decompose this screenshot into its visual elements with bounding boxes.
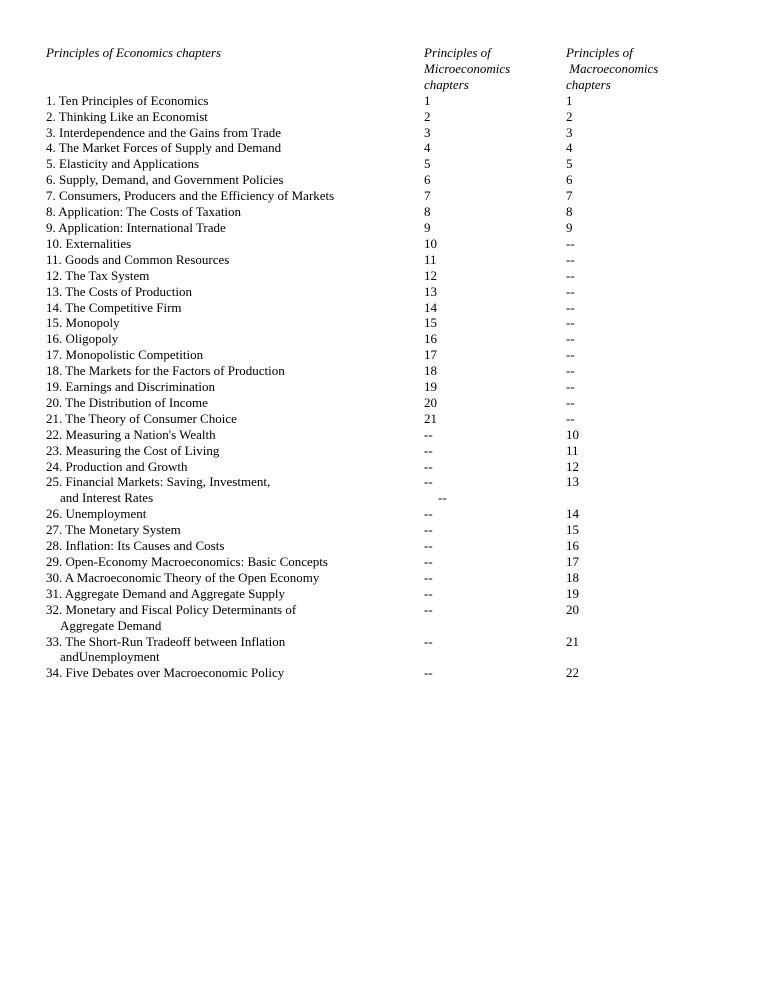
macro-cell: -- bbox=[566, 267, 575, 283]
table-row bbox=[46, 188, 758, 204]
table-row bbox=[46, 347, 758, 363]
micro-cell: -- bbox=[424, 474, 433, 490]
chapter-cell: 34. Five Debates over Macroeconomic Policy bbox=[46, 665, 285, 681]
macro-cell: 11 bbox=[566, 442, 579, 458]
micro-cell: 13 bbox=[424, 283, 437, 299]
table-row bbox=[46, 538, 758, 554]
macro-cell: -- bbox=[566, 235, 575, 251]
micro-cell: -- bbox=[424, 585, 433, 601]
macro-cell: 16 bbox=[566, 538, 579, 554]
chapter-cell: 8. Application: The Costs of Taxation bbox=[46, 204, 242, 220]
micro-cell: 1 bbox=[424, 92, 431, 108]
table-row bbox=[46, 634, 758, 650]
chapter-cell: 4. The Market Forces of Supply and Demand bbox=[46, 140, 282, 156]
chapter-cell: 31. Aggregate Demand and Aggregate Supply bbox=[46, 585, 285, 601]
chapter-cell: 24. Production and Growth bbox=[46, 458, 188, 474]
table-row bbox=[46, 570, 758, 586]
micro-cell: 2 bbox=[424, 108, 431, 124]
chapter-cell: 18. The Markets for the Factors of Production bbox=[46, 363, 285, 379]
table-row bbox=[46, 140, 758, 156]
macro-cell: -- bbox=[566, 251, 575, 267]
macro-cell: 8 bbox=[566, 204, 573, 220]
macro-cell: 2 bbox=[566, 108, 573, 124]
table-row bbox=[46, 474, 758, 490]
micro-cell: 19 bbox=[424, 379, 437, 395]
macro-cell: -- bbox=[566, 410, 575, 426]
chapter-cell: 16. Oligopoly bbox=[46, 331, 119, 347]
chapter-cell: 20. The Distribution of Income bbox=[46, 394, 208, 410]
micro-cell: 6 bbox=[424, 172, 431, 188]
micro-cell: 9 bbox=[424, 219, 431, 235]
table-row bbox=[46, 172, 758, 188]
chapter-cell: 12. The Tax System bbox=[46, 267, 150, 283]
chapter-cell: 19. Earnings and Discrimination bbox=[46, 379, 215, 395]
table-row bbox=[46, 554, 758, 570]
table-row bbox=[46, 506, 758, 522]
macro-cell: 7 bbox=[566, 188, 573, 204]
chapter-cell: 30. A Macroeconomic Theory of the Open Economy bbox=[46, 569, 320, 585]
table-row bbox=[46, 268, 758, 284]
macro-cell: -- bbox=[566, 299, 575, 315]
micro-cell: 5 bbox=[424, 156, 431, 172]
chapter-cell: 28. Inflation: Its Causes and Costs bbox=[46, 538, 225, 554]
column-header-microeconomics bbox=[424, 45, 566, 93]
macro-cell: -- bbox=[566, 315, 575, 331]
chapter-cell: 9. Application: International Trade bbox=[46, 219, 226, 235]
micro-cell: -- bbox=[424, 569, 433, 585]
table-row bbox=[46, 665, 758, 681]
macro-cell: 6 bbox=[566, 172, 573, 188]
micro-cell: 12 bbox=[424, 267, 437, 283]
macro-cell: 12 bbox=[566, 458, 579, 474]
table-row bbox=[46, 443, 758, 459]
table-row bbox=[46, 284, 758, 300]
micro-cell: 11 bbox=[424, 251, 437, 267]
macro-cell: -- bbox=[566, 394, 575, 410]
table-row bbox=[46, 395, 758, 411]
chapter-cell: 6. Supply, Demand, and Government Policies bbox=[46, 172, 284, 188]
micro-cell: 10 bbox=[424, 235, 437, 251]
column-header-macroeconomics bbox=[566, 45, 758, 93]
column-header-macro-line1: Principles of bbox=[566, 45, 633, 60]
macro-cell: -- bbox=[566, 363, 575, 379]
micro-cell: -- bbox=[424, 633, 433, 649]
table-body bbox=[46, 93, 758, 682]
chapter-cell: 27. The Monetary System bbox=[46, 522, 181, 538]
macro-cell: 3 bbox=[566, 124, 573, 140]
macro-cell: 18 bbox=[566, 569, 579, 585]
micro-cell: 18 bbox=[424, 363, 437, 379]
chapter-cell: 22. Measuring a Nation's Wealth bbox=[46, 426, 216, 442]
micro-cell: -- bbox=[424, 554, 433, 569]
micro-cell: 16 bbox=[424, 331, 437, 347]
table-row bbox=[46, 220, 758, 236]
chapter-cell: 25. Financial Markets: Saving, Investment, bbox=[46, 474, 271, 490]
column-header-micro-line3: chapters bbox=[424, 76, 469, 92]
macro-cell: 13 bbox=[566, 474, 579, 490]
macro-cell: 19 bbox=[566, 585, 579, 601]
micro-cell: 3 bbox=[424, 124, 431, 140]
macro-cell: 4 bbox=[566, 140, 573, 156]
table-row bbox=[46, 300, 758, 316]
micro-cell: -- bbox=[424, 665, 433, 681]
chapter-cell: andUnemployment bbox=[60, 649, 160, 665]
micro-cell: 4 bbox=[424, 140, 431, 156]
chapter-cell: Aggregate Demand bbox=[60, 617, 162, 633]
macro-cell: 15 bbox=[566, 522, 579, 538]
table-row bbox=[46, 252, 758, 268]
micro-cell: 17 bbox=[424, 347, 437, 363]
table-row bbox=[46, 125, 758, 141]
chapter-cell: 14. The Competitive Firm bbox=[46, 299, 182, 315]
table-row bbox=[46, 459, 758, 475]
macro-cell: 5 bbox=[566, 156, 573, 172]
table-row bbox=[46, 315, 758, 331]
chapter-cell: 1. Ten Principles of Economics bbox=[46, 92, 209, 108]
chapter-cell: 5. Elasticity and Applications bbox=[46, 156, 200, 172]
micro-cell: 20 bbox=[424, 394, 437, 410]
micro-cell: -- bbox=[424, 538, 433, 554]
macro-cell: 1 bbox=[566, 92, 573, 108]
macro-cell: 21 bbox=[566, 633, 579, 649]
micro-cell: -- bbox=[438, 490, 447, 506]
macro-cell: -- bbox=[566, 331, 575, 347]
micro-cell: 8 bbox=[424, 204, 431, 220]
table-row bbox=[46, 522, 758, 538]
table-row bbox=[46, 618, 758, 634]
chapter-cell: 13. The Costs of Production bbox=[46, 283, 193, 299]
micro-cell: -- bbox=[424, 601, 433, 617]
table-row bbox=[46, 363, 758, 379]
chapter-cell: 26. Unemployment bbox=[46, 506, 147, 522]
macro-cell: 22 bbox=[566, 665, 579, 681]
micro-cell: -- bbox=[424, 522, 433, 538]
macro-cell: 9 bbox=[566, 219, 573, 235]
chapter-cell: 21. The Theory of Consumer Choice bbox=[46, 410, 237, 426]
table-row bbox=[46, 331, 758, 347]
column-header-economics: Principles of Economics chapters bbox=[46, 45, 222, 60]
table-header-row bbox=[46, 45, 758, 93]
chapter-cell: 3. Interdependence and the Gains from Trade bbox=[46, 124, 282, 140]
table-row bbox=[46, 427, 758, 443]
chapter-cell: 15. Monopoly bbox=[46, 315, 120, 331]
micro-cell: 21 bbox=[424, 410, 437, 426]
chapter-mapping-table bbox=[46, 45, 758, 681]
column-header-micro-line2: Microeconomics bbox=[424, 60, 511, 76]
macro-cell: -- bbox=[566, 283, 575, 299]
macro-cell: 10 bbox=[566, 426, 579, 442]
chapter-cell: 17. Monopolistic Competition bbox=[46, 347, 204, 363]
table-row bbox=[46, 411, 758, 427]
macro-cell: -- bbox=[566, 347, 575, 363]
column-header-micro-line1: Principles of bbox=[424, 45, 491, 60]
micro-cell: -- bbox=[424, 442, 433, 458]
column-header-macro-line2: Macroeconomics bbox=[566, 60, 659, 76]
chapter-cell: 11. Goods and Common Resources bbox=[46, 251, 230, 267]
chapter-cell: 29. Open-Economy Macroeconomics: Basic Concepts bbox=[46, 554, 328, 569]
chapter-cell: 23. Measuring the Cost of Living bbox=[46, 442, 220, 458]
table-row bbox=[46, 379, 758, 395]
table-row bbox=[46, 490, 758, 506]
table-row bbox=[46, 156, 758, 172]
table-row bbox=[46, 602, 758, 618]
table-row bbox=[46, 649, 758, 665]
micro-cell: 7 bbox=[424, 188, 431, 204]
chapter-cell: 10. Externalities bbox=[46, 235, 132, 251]
chapter-cell: 33. The Short-Run Tradeoff between Inflation bbox=[46, 633, 286, 649]
chapter-cell: 7. Consumers, Producers and the Efficiency of Markets bbox=[46, 188, 335, 204]
column-header-macro-line3: chapters bbox=[566, 76, 611, 92]
table-row bbox=[46, 586, 758, 602]
table-row bbox=[46, 236, 758, 252]
chapter-cell: and Interest Rates bbox=[60, 490, 154, 506]
micro-cell: 14 bbox=[424, 299, 437, 315]
micro-cell: -- bbox=[424, 426, 433, 442]
macro-cell: 20 bbox=[566, 601, 579, 617]
macro-cell: -- bbox=[566, 379, 575, 395]
table-row bbox=[46, 93, 758, 109]
table-row bbox=[46, 204, 758, 220]
table-row bbox=[46, 109, 758, 125]
macro-cell: 14 bbox=[566, 506, 579, 522]
macro-cell: 17 bbox=[566, 554, 579, 569]
micro-cell: -- bbox=[424, 458, 433, 474]
micro-cell: 15 bbox=[424, 315, 437, 331]
chapter-cell: 32. Monetary and Fiscal Policy Determinants of bbox=[46, 601, 297, 617]
chapter-cell: 2. Thinking Like an Economist bbox=[46, 108, 208, 124]
micro-cell: -- bbox=[424, 506, 433, 522]
